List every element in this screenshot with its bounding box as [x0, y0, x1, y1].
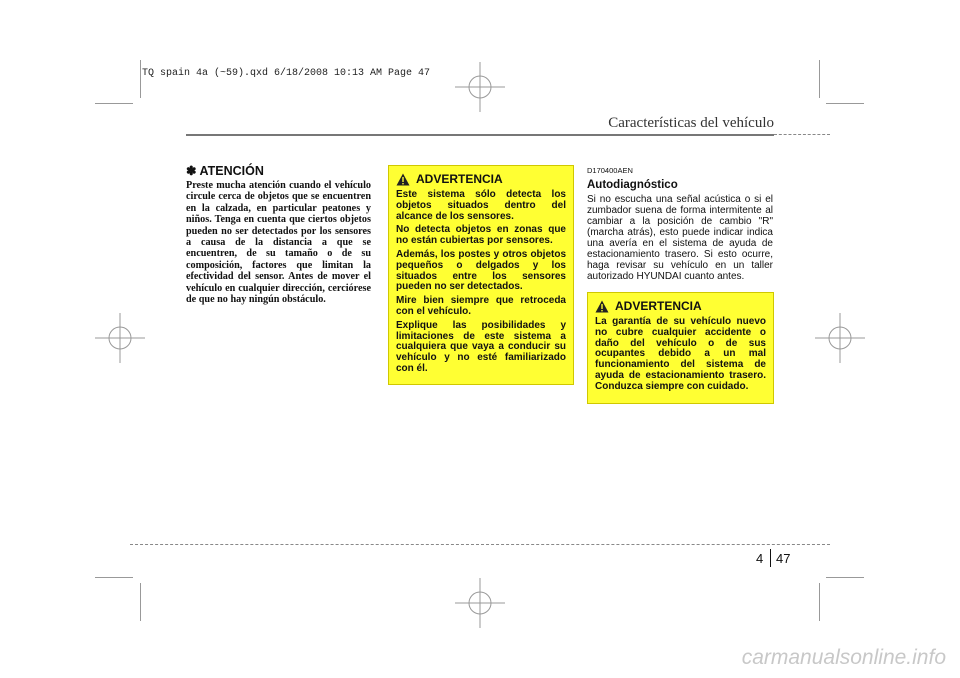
page-number: 47 — [776, 551, 791, 566]
crop-mark — [95, 103, 133, 104]
attention-title: ATENCIÓN — [199, 164, 264, 178]
attention-heading — [186, 163, 371, 178]
crop-mark — [140, 583, 141, 621]
warning-title: ADVERTENCIA — [416, 172, 503, 186]
attention-block — [186, 163, 371, 305]
header-rule-dashed — [774, 134, 830, 135]
crop-mark — [140, 60, 141, 98]
crop-mark — [95, 577, 133, 578]
warning-triangle-icon — [396, 173, 410, 186]
attention-body: Preste mucha atención cuando el vehículo circule cerca de objetos que se encuentren en la calzada, en particular peatones y niños. Tenga en cuenta que ciertos objetos pueden no ser detectados por los sensores a causa de la distancia a que se encuentren, de su tamaño o de su composición, factores que limitan la efectividad del sensor. Antes de mover el vehículo en cualquier dirección, cerciórese de que no hay ningún obstáculo. — [186, 180, 371, 306]
registration-mark-left — [95, 313, 145, 363]
warning-paragraph: No detecta objetos en zonas que no están cubiertas por sensores. — [396, 224, 566, 247]
crop-mark — [819, 60, 820, 98]
autodiag-block — [587, 166, 773, 282]
crop-mark — [826, 103, 864, 104]
registration-mark-top — [455, 62, 505, 112]
warning-title-row — [396, 172, 566, 186]
warning-paragraph: Mire bien siempre que retroceda con el vehículo. — [396, 295, 566, 317]
crop-mark — [819, 583, 820, 621]
page-separator — [770, 549, 771, 567]
crop-mark — [826, 577, 864, 578]
registration-mark-right — [815, 313, 865, 363]
warning-title: ADVERTENCIA — [615, 299, 702, 313]
warning-paragraph: Además, los postes y otros objetos pequeños o delgados y los situados entre los sensores pueden no ser detectados. — [396, 248, 566, 293]
warning-box-2 — [587, 292, 774, 404]
watermark: carmanualsonline.info — [741, 646, 946, 669]
warning-box-1 — [388, 165, 574, 385]
warning-paragraph: Explique las posibilidades y limitaciones de este sistema a cualquiera que vaya a conducir su vehículo y no esté familiarizado con él. — [396, 319, 566, 374]
warning-triangle-icon — [595, 300, 609, 313]
section-code: D170400AEN — [587, 166, 633, 175]
footer-rule — [130, 544, 830, 545]
registration-mark-bottom — [455, 578, 505, 628]
warning-paragraph: La garantía de su vehículo nuevo no cubre cualquier accidente o daño del vehículo o de sus ocupantes debido a un mal funcionamiento del sistema de ayuda de estacionamiento trasero. Conduzca siempre con cuidado. — [595, 316, 766, 392]
autodiag-body: Si no escucha una señal acústica o si el zumbador suena de forma intermitente al cambiar a la posición de cambio "R" (marcha atrás), esto puede indicar indica una avería en el sistema de ayuda de estacionamiento trasero. Si esto ocurre, haga revisar su vehículo en un taller autorizado HYUNDAI cuanto antes. — [587, 194, 773, 282]
chapter-number: 4 — [756, 551, 764, 566]
warning-title-row — [595, 299, 766, 313]
header-rule — [186, 134, 774, 136]
section-title: Características del vehículo — [608, 115, 774, 131]
asterisk-icon: ✽ — [186, 164, 197, 178]
autodiag-heading: Autodiagnóstico — [587, 179, 678, 191]
file-info: TQ spain 4a (~59).qxd 6/18/2008 10:13 AM Page 47 — [142, 68, 431, 79]
warning-paragraph: Este sistema sólo detecta los objetos situados dentro del alcance de los sensores. — [396, 189, 566, 222]
